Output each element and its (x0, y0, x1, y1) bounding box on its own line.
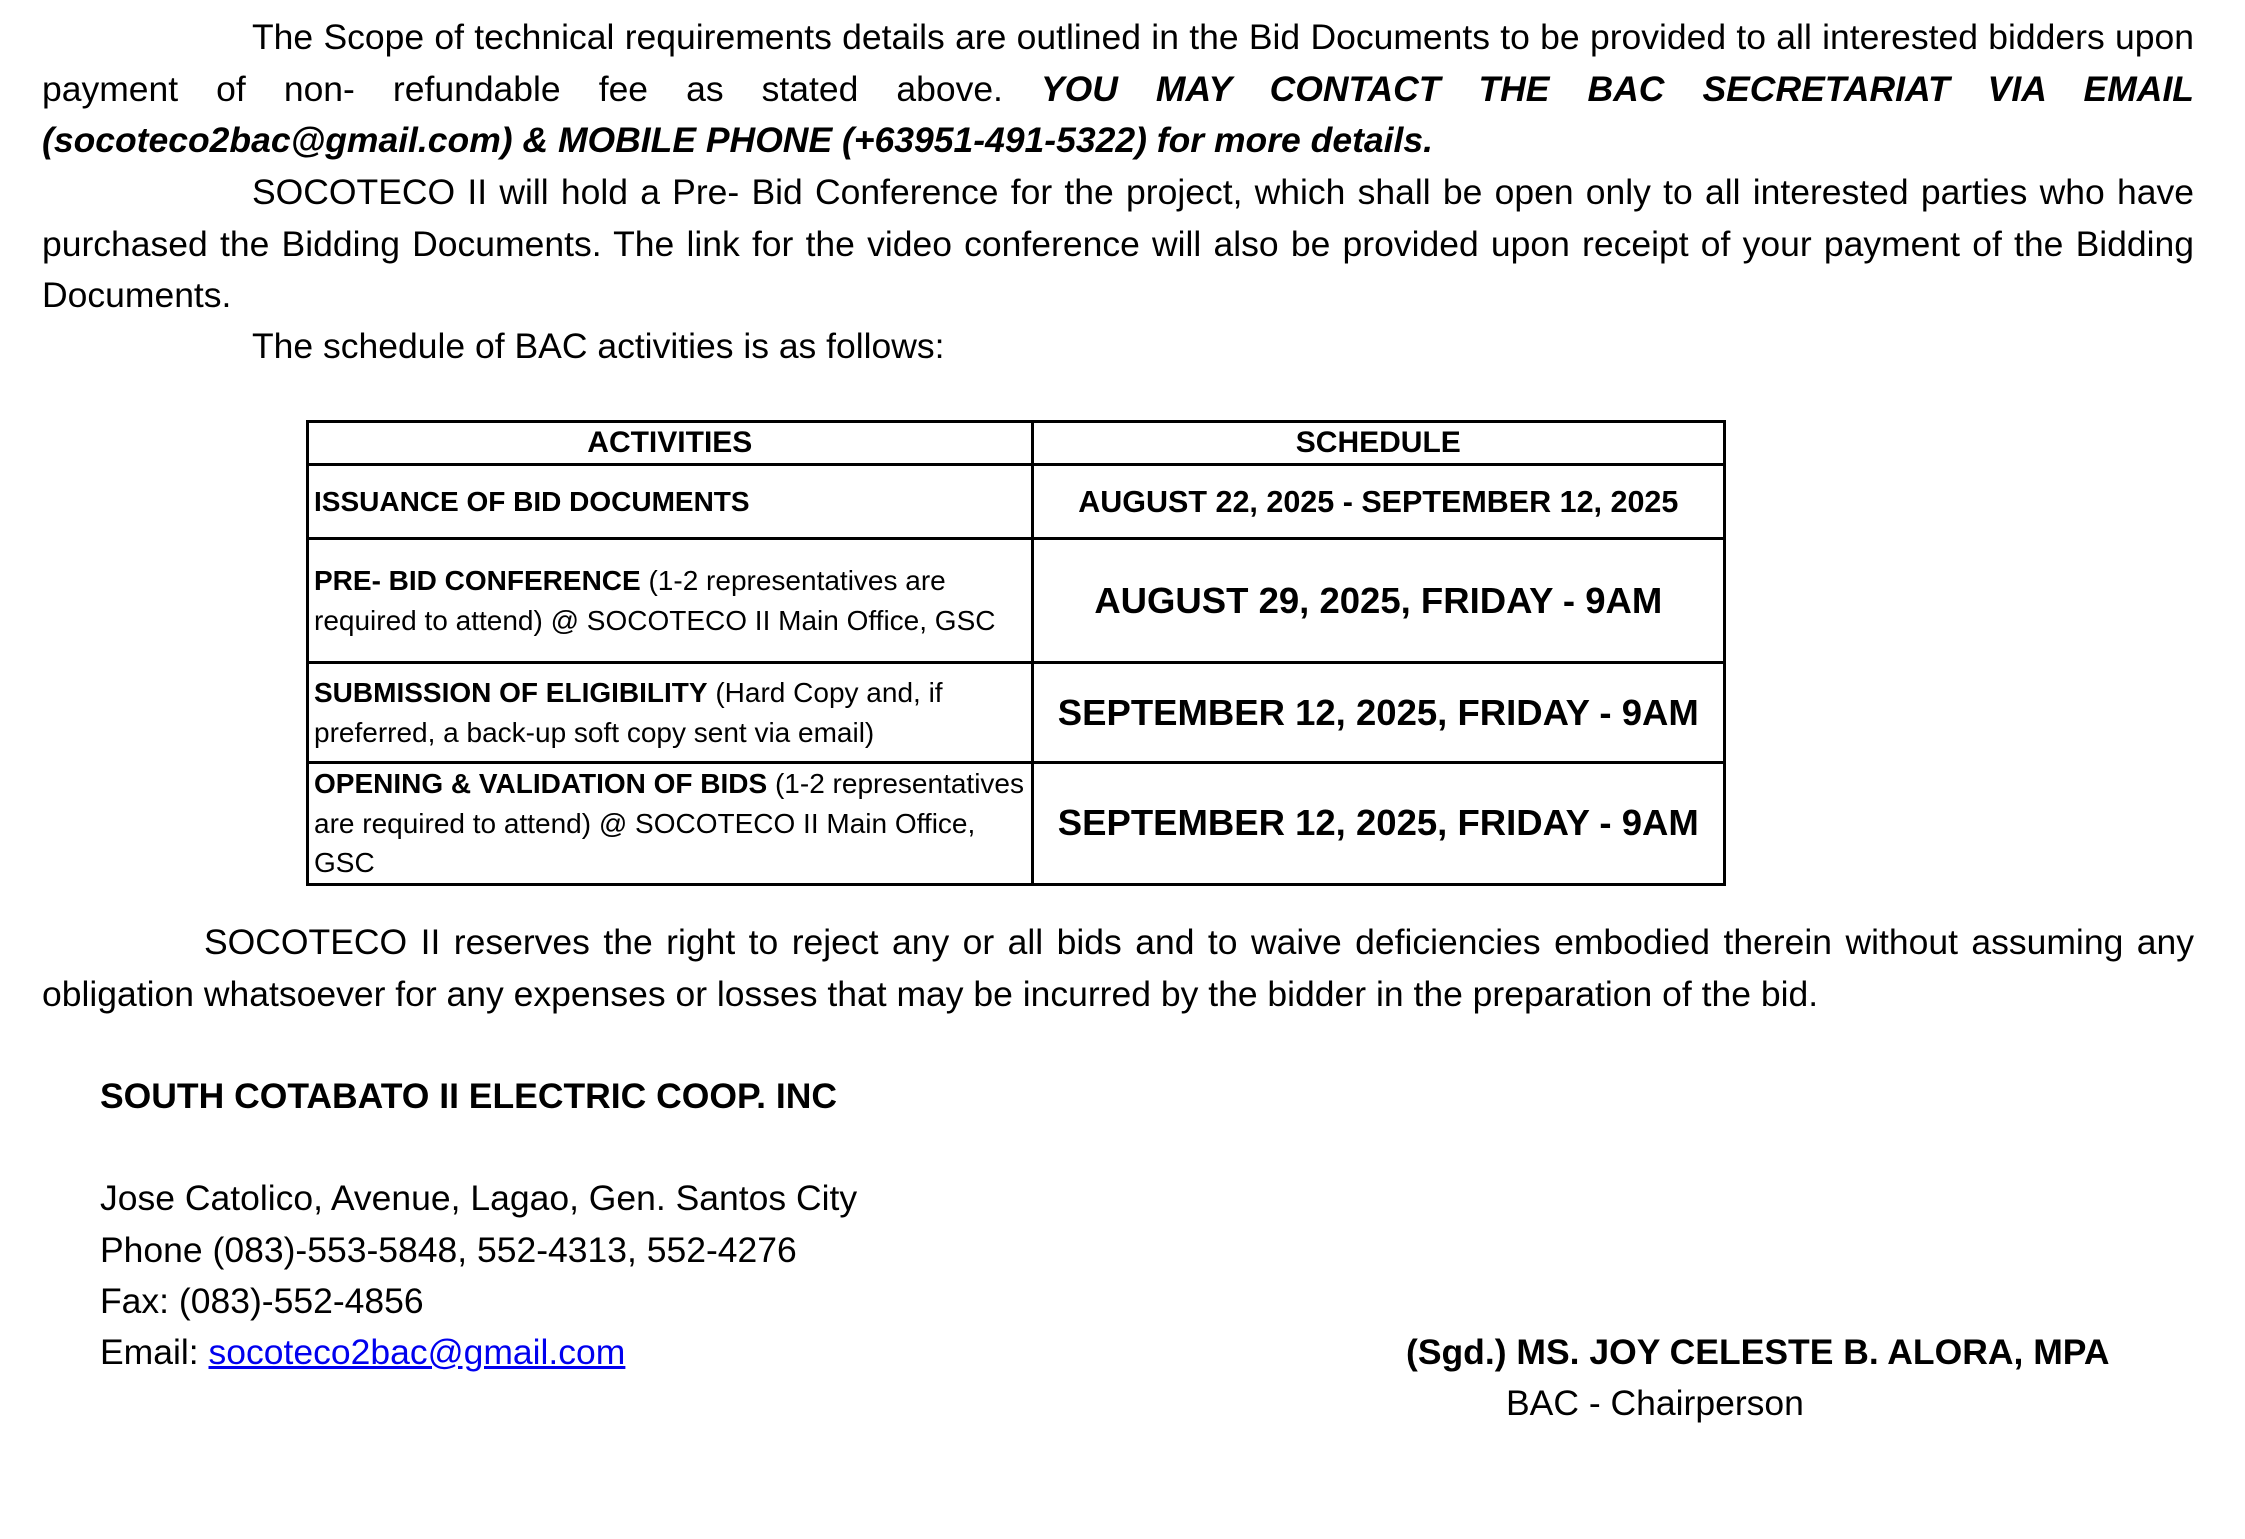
activity-detail: (1-2 representatives are required to attend) @ SOCOTECO II Main Office, GSC (314, 565, 996, 636)
signatory-name: (Sgd.) MS. JOY CELESTE B. ALORA, MPA (1406, 1332, 2110, 1372)
reservation-paragraph (42, 917, 2194, 1020)
schedule-cell: SEPTEMBER 12, 2025, FRIDAY - 9AM (1032, 663, 1724, 763)
organization-name: SOUTH COTABATO II ELECTRIC COOP. INC (100, 1076, 837, 1116)
table-row (308, 663, 1725, 763)
schedule-cell: AUGUST 22, 2025 - SEPTEMBER 12, 2025 (1032, 465, 1724, 539)
email-link[interactable]: socoteco2bac@gmail.com (208, 1332, 626, 1372)
table-row (308, 465, 1725, 539)
activity-cell (308, 663, 1033, 763)
schedule-cell: AUGUST 29, 2025, FRIDAY - 9AM (1032, 539, 1724, 663)
contact-text: YOU MAY CONTACT THE BAC SECRETARIAT VIA EMAIL (socoteco2bac@gmail.com) & MOBILE PHONE (+63951-491-5322) for more details. (42, 68, 2194, 160)
activity-detail: (Hard Copy and, if preferred, a back-up soft copy sent via email) (314, 677, 943, 748)
prebid-paragraph (42, 167, 2194, 322)
organization-email-line (100, 1327, 625, 1379)
activity-title: ISSUANCE OF BID DOCUMENTS (314, 485, 750, 517)
table-header-row (308, 422, 1725, 465)
activity-detail: (1-2 representatives are required to attend) @ SOCOTECO II Main Office, GSC (314, 768, 1024, 878)
organization-phone: Phone (083)-553-5848, 552-4313, 552-4276 (100, 1230, 797, 1270)
activity-title: PRE- BID CONFERENCE (314, 565, 641, 596)
activity-title: SUBMISSION OF ELIGIBILITY (314, 677, 708, 708)
reservation-text: SOCOTECO II reserves the right to reject any or all bids and to waive deficiencies embodied therein without assuming any obligation whatsoever for any expenses or losses that may be incurred by the bidder in the preparation of the bid. (42, 922, 2194, 1014)
scope-paragraph (42, 12, 2194, 167)
table-row (308, 539, 1725, 663)
header-schedule: SCHEDULE (1032, 422, 1724, 465)
activity-cell (308, 763, 1033, 885)
header-activities: ACTIVITIES (308, 422, 1033, 465)
activity-cell (308, 539, 1033, 663)
activity-title: OPENING & VALIDATION OF BIDS (314, 768, 768, 799)
schedule-intro: The schedule of BAC activities is as follows: (252, 326, 945, 366)
signatory-title: BAC - Chairperson (1506, 1383, 1804, 1423)
schedule-cell: SEPTEMBER 12, 2025, FRIDAY - 9AM (1032, 763, 1724, 885)
prebid-text: SOCOTECO II will hold a Pre- Bid Conference for the project, which shall be open only to all interested parties who have purchased the Bidding Documents. The link for the video conference will also be provided upon receipt of your payment of the Bidding Documents. (42, 172, 2194, 315)
table-row (308, 763, 1725, 885)
activity-cell (308, 465, 1033, 539)
schedule-table (306, 420, 1726, 886)
organization-fax: Fax: (083)-552-4856 (100, 1281, 424, 1321)
email-label: Email: (100, 1332, 209, 1372)
scope-text: The Scope of technical requirements details are outlined in the Bid Documents to be provided to all interested bidders upon payment of non- refundable fee as stated above. (42, 17, 2194, 109)
organization-address: Jose Catolico, Avenue, Lagao, Gen. Santos City (100, 1178, 858, 1218)
